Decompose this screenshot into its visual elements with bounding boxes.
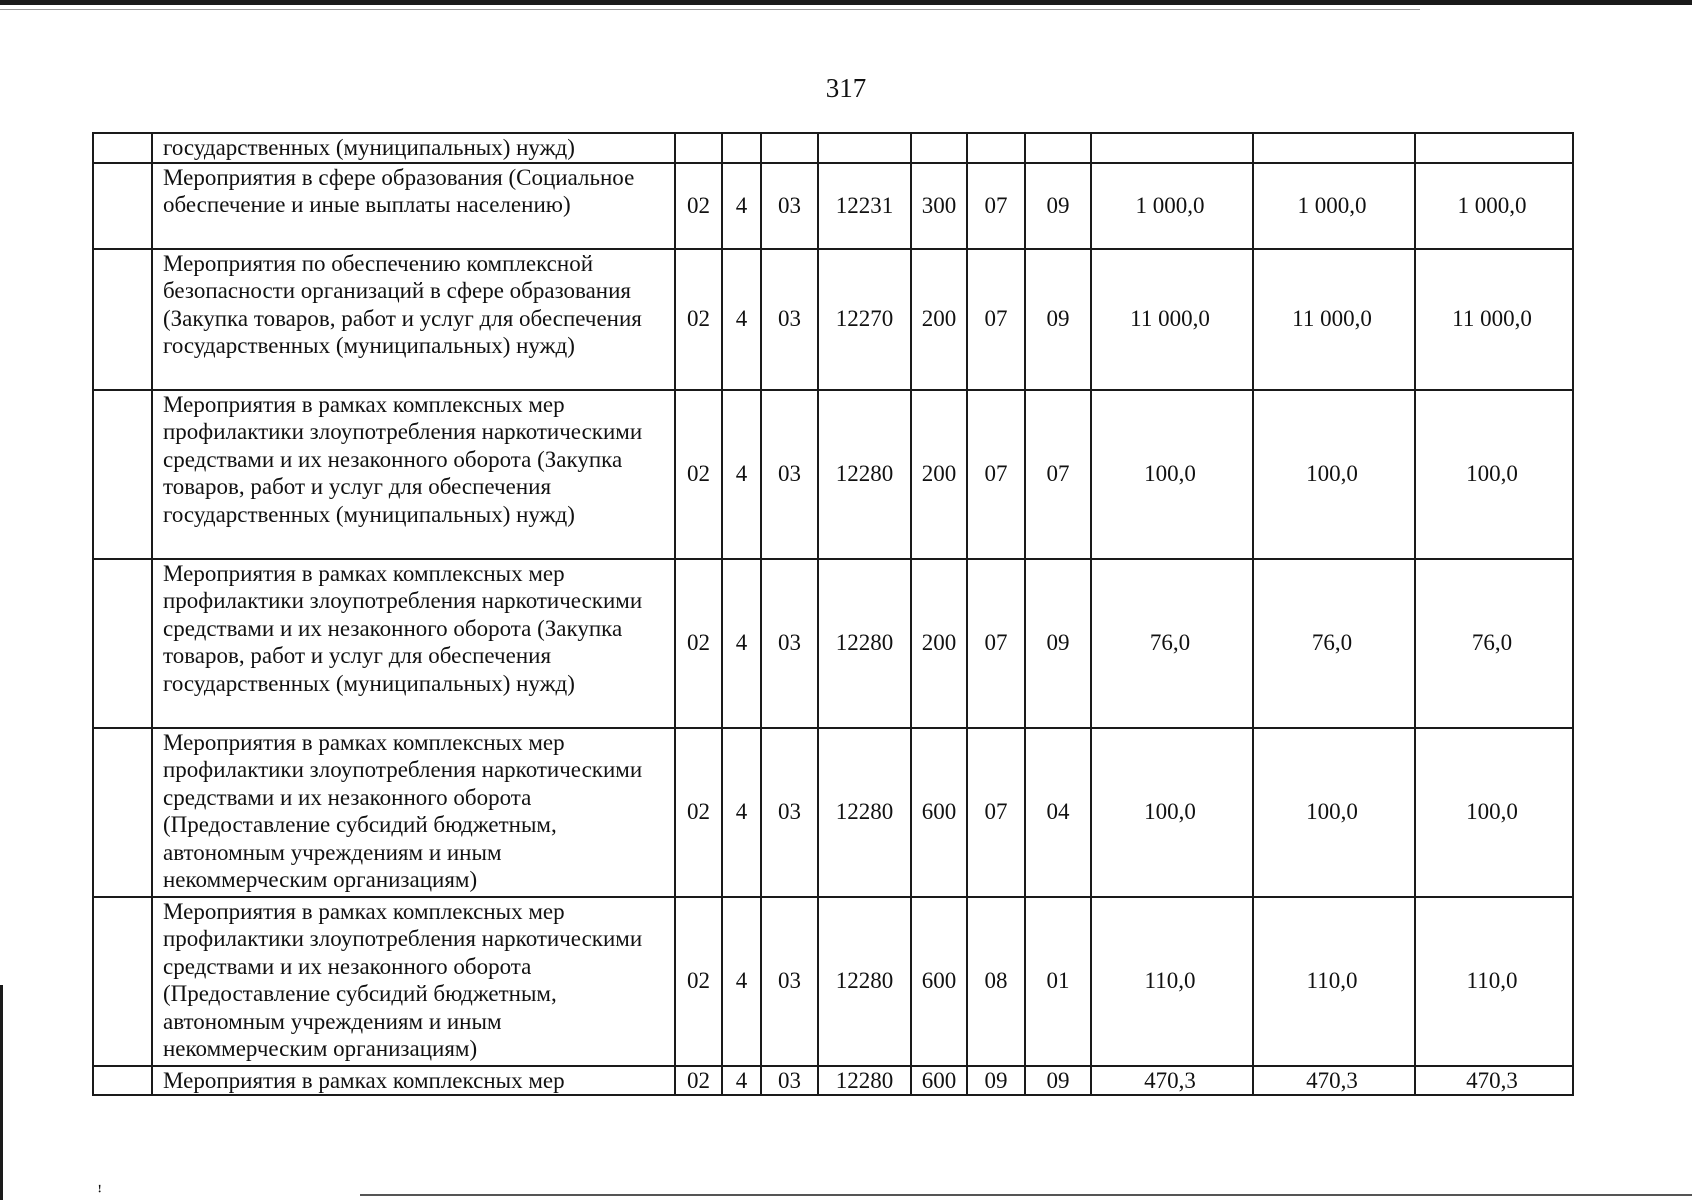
scan-speck: ꜝ xyxy=(97,1186,103,1200)
cell-code-3: 03 xyxy=(761,390,818,559)
table-body xyxy=(93,133,1573,1095)
cell-expense-type: 600 xyxy=(911,728,967,897)
cell-code-4: 12280 xyxy=(818,897,911,1066)
cell-amount-3 xyxy=(1415,133,1573,163)
cell-code-4 xyxy=(818,133,911,163)
cell-code-3: 03 xyxy=(761,559,818,728)
budget-table xyxy=(92,132,1574,1096)
cell-expense-type: 600 xyxy=(911,1066,967,1096)
cell-section: 07 xyxy=(967,249,1025,390)
scan-bottom-line xyxy=(360,1194,1692,1196)
cell-amount-3: 100,0 xyxy=(1415,390,1573,559)
cell-code-3: 03 xyxy=(761,1066,818,1096)
description-cell: Мероприятия в сфере образования (Социальное обеспечение и иные выплаты населению) xyxy=(152,163,675,249)
cell-amount-3: 76,0 xyxy=(1415,559,1573,728)
row-index-cell xyxy=(93,249,152,390)
cell-code-4: 12280 xyxy=(818,728,911,897)
cell-code-3 xyxy=(761,133,818,163)
scan-top-border xyxy=(0,0,1692,5)
row-index-cell xyxy=(93,1066,152,1096)
description-cell: Мероприятия в рамках комплексных мер профилактики злоупотребления наркотическими средствами и их незаконного оборота (Предоставление субсидий бюджетным, автономным учреждениям и иным некоммерческим организациям) xyxy=(152,728,675,897)
cell-expense-type: 600 xyxy=(911,897,967,1066)
cell-amount-2: 76,0 xyxy=(1253,559,1415,728)
cell-amount-1: 470,3 xyxy=(1091,1066,1253,1096)
cell-code-2: 4 xyxy=(722,249,761,390)
table-row xyxy=(93,133,1573,163)
cell-code-4: 12270 xyxy=(818,249,911,390)
cell-amount-2: 11 000,0 xyxy=(1253,249,1415,390)
cell-subsection: 09 xyxy=(1025,1066,1091,1096)
scan-left-edge xyxy=(0,985,3,1200)
scan-top-line xyxy=(0,9,1420,10)
cell-amount-1: 11 000,0 xyxy=(1091,249,1253,390)
cell-subsection: 09 xyxy=(1025,249,1091,390)
cell-subsection: 07 xyxy=(1025,390,1091,559)
cell-amount-1: 100,0 xyxy=(1091,390,1253,559)
table-row xyxy=(93,728,1573,897)
cell-code-2: 4 xyxy=(722,163,761,249)
cell-amount-2: 110,0 xyxy=(1253,897,1415,1066)
cell-section: 07 xyxy=(967,390,1025,559)
description-cell: Мероприятия в рамках комплексных мер профилактики злоупотребления наркотическими средствами и их незаконного оборота (Предоставление субсидий бюджетным, автономным учреждениям и иным некоммерческим организациям) xyxy=(152,897,675,1066)
cell-code-4: 12280 xyxy=(818,559,911,728)
cell-subsection: 04 xyxy=(1025,728,1091,897)
cell-code-3: 03 xyxy=(761,728,818,897)
cell-amount-3: 100,0 xyxy=(1415,728,1573,897)
row-index-cell xyxy=(93,559,152,728)
cell-code-1: 02 xyxy=(675,897,722,1066)
cell-amount-3: 1 000,0 xyxy=(1415,163,1573,249)
page-number: 317 xyxy=(825,73,867,103)
cell-amount-2: 1 000,0 xyxy=(1253,163,1415,249)
description-cell: государственных (муниципальных) нужд) xyxy=(152,133,675,163)
cell-code-1: 02 xyxy=(675,728,722,897)
cell-amount-3: 470,3 xyxy=(1415,1066,1573,1096)
cell-code-2: 4 xyxy=(722,728,761,897)
cell-amount-3: 11 000,0 xyxy=(1415,249,1573,390)
row-index-cell xyxy=(93,728,152,897)
cell-section: 08 xyxy=(967,897,1025,1066)
cell-section: 07 xyxy=(967,163,1025,249)
cell-amount-1: 110,0 xyxy=(1091,897,1253,1066)
cell-subsection xyxy=(1025,133,1091,163)
table-row xyxy=(93,163,1573,249)
cell-code-3: 03 xyxy=(761,897,818,1066)
table-row xyxy=(93,390,1573,559)
cell-amount-1 xyxy=(1091,133,1253,163)
cell-code-1: 02 xyxy=(675,163,722,249)
cell-code-4: 12231 xyxy=(818,163,911,249)
cell-subsection: 09 xyxy=(1025,559,1091,728)
description-cell: Мероприятия по обеспечению комплексной безопасности организаций в сфере образования (Закупка товаров, работ и услуг для обеспечения государственных (муниципальных) нужд) xyxy=(152,249,675,390)
cell-expense-type xyxy=(911,133,967,163)
cell-code-1 xyxy=(675,133,722,163)
cell-code-4: 12280 xyxy=(818,1066,911,1096)
cell-amount-3: 110,0 xyxy=(1415,897,1573,1066)
row-index-cell xyxy=(93,897,152,1066)
table-row xyxy=(93,249,1573,390)
cell-subsection: 09 xyxy=(1025,163,1091,249)
description-cell: Мероприятия в рамках комплексных мер профилактики злоупотребления наркотическими средствами и их незаконного оборота (Закупка товаров, работ и услуг для обеспечения государственных (муниципальных) нужд) xyxy=(152,390,675,559)
table-row xyxy=(93,897,1573,1066)
cell-code-2: 4 xyxy=(722,390,761,559)
table-row xyxy=(93,559,1573,728)
cell-code-3: 03 xyxy=(761,249,818,390)
cell-amount-2: 100,0 xyxy=(1253,728,1415,897)
cell-subsection: 01 xyxy=(1025,897,1091,1066)
cell-section: 07 xyxy=(967,728,1025,897)
cell-code-1: 02 xyxy=(675,390,722,559)
cell-code-2: 4 xyxy=(722,1066,761,1096)
table-row xyxy=(93,1066,1573,1096)
row-index-cell xyxy=(93,163,152,249)
cell-expense-type: 200 xyxy=(911,249,967,390)
row-index-cell xyxy=(93,133,152,163)
cell-code-3: 03 xyxy=(761,163,818,249)
cell-code-2: 4 xyxy=(722,559,761,728)
cell-code-1: 02 xyxy=(675,249,722,390)
cell-code-1: 02 xyxy=(675,559,722,728)
cell-amount-2: 470,3 xyxy=(1253,1066,1415,1096)
cell-amount-1: 76,0 xyxy=(1091,559,1253,728)
cell-amount-2 xyxy=(1253,133,1415,163)
cell-code-1: 02 xyxy=(675,1066,722,1096)
cell-amount-1: 1 000,0 xyxy=(1091,163,1253,249)
cell-code-2: 4 xyxy=(722,897,761,1066)
cell-section: 07 xyxy=(967,559,1025,728)
cell-amount-1: 100,0 xyxy=(1091,728,1253,897)
cell-expense-type: 300 xyxy=(911,163,967,249)
cell-code-2 xyxy=(722,133,761,163)
cell-expense-type: 200 xyxy=(911,559,967,728)
description-cell: Мероприятия в рамках комплексных мер xyxy=(152,1066,675,1096)
cell-section xyxy=(967,133,1025,163)
cell-section: 09 xyxy=(967,1066,1025,1096)
row-index-cell xyxy=(93,390,152,559)
cell-expense-type: 200 xyxy=(911,390,967,559)
cell-code-4: 12280 xyxy=(818,390,911,559)
description-cell: Мероприятия в рамках комплексных мер профилактики злоупотребления наркотическими средствами и их незаконного оборота (Закупка товаров, работ и услуг для обеспечения государственных (муниципальных) нужд) xyxy=(152,559,675,728)
cell-amount-2: 100,0 xyxy=(1253,390,1415,559)
